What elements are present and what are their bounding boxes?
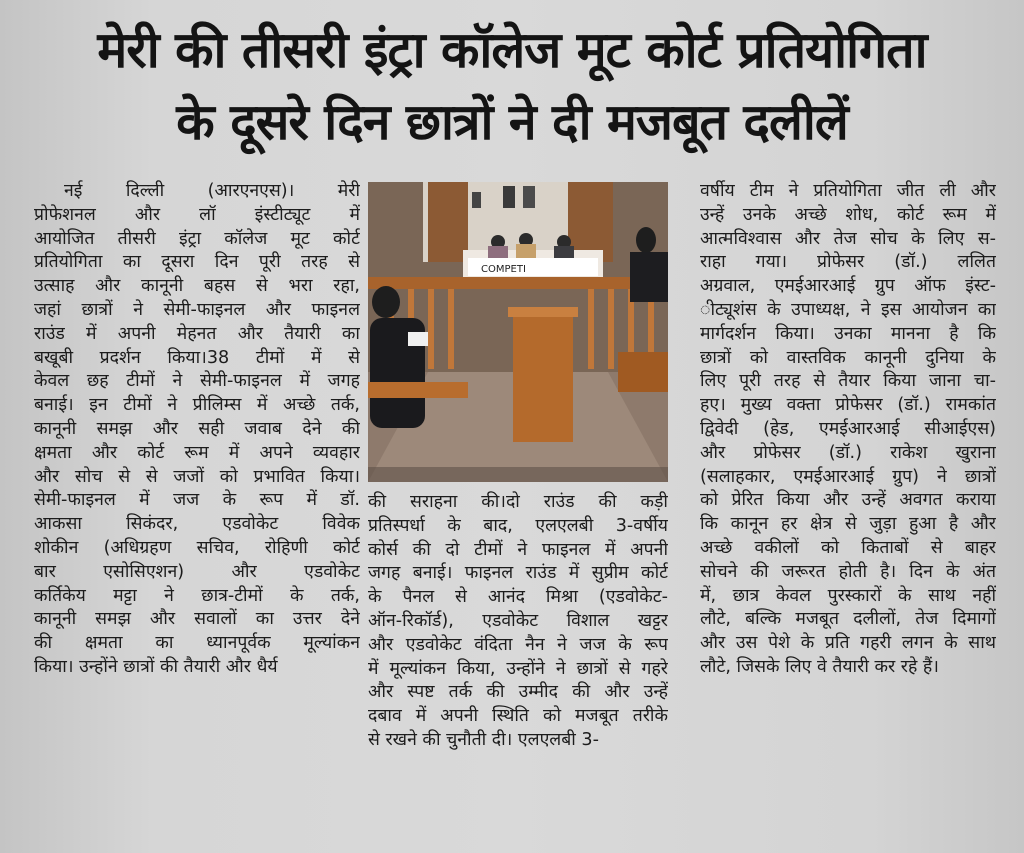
article-text-line: लौटे, बल्कि मजबूत दलीलों, तेज दिमागों [700, 609, 996, 630]
article-text-line: अच्छे वकीलों को किताबों से बाहर [700, 537, 996, 558]
article-text-line: और स्पष्ट तर्क की उम्मीद की और उन्हें [368, 682, 668, 703]
article-text-line: ऑन-रिकॉर्ड), एडवोकेट विशाल खट्टर [368, 610, 668, 631]
article-text-line: शोकीन (अधिग्रहण सचिव, रोहिणी कोर्ट [34, 537, 360, 558]
article-text-line: उत्साह और कानूनी बहस से भरा रहा, [34, 276, 360, 297]
article-text-line: कोर्स की दो टीमों ने फाइनल में अपनी [368, 539, 668, 560]
article-text-line: जगह बनाई। फाइनल राउंड में सुप्रीम कोर्ट [368, 563, 668, 584]
article-text-line: मार्गदर्शन किया। उनका मानना है कि [700, 323, 996, 344]
article-text-line: उन्हें उनके अच्छे शोध, कोर्ट रूम में [700, 204, 996, 225]
article-text-line: और प्रोफेसर (डॉ.) राकेश खुराना [700, 442, 996, 463]
article-column-2 [368, 491, 668, 753]
article-text-line: हए। मुख्य वक्ता प्रोफेसर (डॉ.) रामकांत [700, 395, 996, 416]
article-text-line: और उस पेशे के प्रति गहरी लगन के साथ [700, 633, 996, 654]
article-text-line: और सोच से से जजों को प्रभावित किया। [34, 466, 360, 487]
article-text-line: कि कानून हर क्षेत्र से जुड़ा हुआ है और [700, 514, 996, 535]
article-text-line: द्विवेदी (हेड, एमईआरआई सीआईएस) [700, 418, 996, 439]
article-text-line: को प्रेरित किया और उन्हें अवगत कराया [700, 490, 996, 511]
article-text-line: लिए पूरी तरह से तैयार किया जाना चा- [700, 371, 996, 392]
article-text-line: और एडवोकेट वंदिता नैन ने जज के रूप [368, 634, 668, 655]
article-column-3 [700, 180, 996, 680]
article-text-line: आकसा सिकंदर, एडवोकेट विवेक [34, 514, 360, 535]
article-text-line: प्रतिस्पर्धा के बाद, एलएलबी 3-वर्षीय [368, 515, 668, 536]
article-text-line: आयोजित तीसरी इंट्रा कॉलेज मूट कोर्ट [34, 228, 360, 249]
article-text-line: (सलाहकार, एमईआरआई ग्रुप) ने छात्रों [700, 466, 996, 487]
article-text-line: के पैनल से आनंद मिश्रा (एडवोकेट- [368, 587, 668, 608]
article-text-line: राउंड में अपनी मेहनत और तैयारी का [34, 323, 360, 344]
article-text-line: बार एसोसिएशन) और एडवोकेट [34, 561, 360, 582]
article-text-line: में, छात्र केवल पुरस्कारों के साथ नहीं [700, 585, 996, 606]
article-text-line: जहां छात्रों ने सेमी-फाइनल और फाइनल [34, 299, 360, 320]
article-text-line: सेमी-फाइनल में जज के रूप में डॉ. [34, 490, 360, 511]
banner-text: COMPETI [481, 264, 526, 275]
headline-line-2: के दूसरे दिन छात्रों ने दी मजबूत दलीलें [176, 93, 848, 151]
article-text-line: प्रतियोगिता का दूसरा दिन पूरी तरह से [34, 252, 360, 273]
headline [0, 14, 1024, 158]
article-text-line: दबाव में अपनी स्थिति को मजबूत तरीके [368, 706, 668, 727]
moot-court-photo [368, 182, 668, 482]
courtroom-photo-illustration [368, 182, 668, 482]
article-text-line: वर्षीय टीम ने प्रतियोगिता जीत ली और [700, 181, 996, 201]
article-text-line: में मूल्यांकन किया, उन्होंने ने छात्रों से गहरे [368, 658, 668, 679]
article-text-line: प्रोफेशनल और लॉ इंस्टीट्यूट में [34, 204, 360, 225]
headline-line-1: मेरी की तीसरी इंट्रा कॉलेज मूट कोर्ट प्रतियोगिता [97, 21, 927, 79]
article-text-line: बनाई। इन टीमों ने प्रीलिम्स में अच्छे तर्क, [34, 395, 360, 416]
article-text-line: कानूनी समझ और सवालों का उत्तर देने [34, 609, 360, 630]
article-text-line: कर्तिकेय मट्टा ने छात्र-टीमों के तर्क, [34, 585, 360, 606]
article-text-line: ीट्यूशंस के उपाध्यक्ष, ने इस आयोजन का [700, 299, 996, 320]
article-text-line: की क्षमता का ध्यानपूर्वक मूल्यांकन [34, 633, 360, 654]
article-text-line: लौटे, जिसके लिए वे तैयारी कर रहे हैं। [700, 656, 939, 677]
article-text-line: राहा गया। प्रोफेसर (डॉ.) ललित [700, 252, 996, 273]
article-text-line: कानूनी समझ और सही जवाब देने की [34, 418, 360, 439]
article-text-line: केवल छह टीमों ने सेमी-फाइनल में जगह [34, 371, 360, 392]
article-text-line: से रखने की चुनौती दी। एलएलबी 3- [368, 729, 599, 750]
article-text-line: छात्रों को वास्तविक कानूनी दुनिया के [700, 347, 996, 368]
article-text-line: सोचने की जरूरत होती है। दिन के अंत [700, 561, 996, 582]
article-text-line: नई दिल्ली (आरएनएस)। मेरी [64, 181, 360, 201]
article-text-line: बखूबी प्रदर्शन किया।38 टीमों में से [34, 347, 360, 368]
article-text-line: की सराहना की।दो राउंड की कड़ी [368, 492, 668, 512]
article-text-line: क्षमता और कोर्ट रूम में अपने व्यवहार [34, 442, 360, 463]
article-column-1 [34, 180, 360, 680]
article-text-line: किया। उन्होंने छात्रों की तैयारी और धैर्य [34, 656, 278, 677]
article-text-line: आत्मविश्वास और तेज सोच के लिए स- [700, 228, 996, 249]
article-text-line: अग्रवाल, एमईआरआई ग्रुप ऑफ इंस्ट- [700, 276, 996, 297]
